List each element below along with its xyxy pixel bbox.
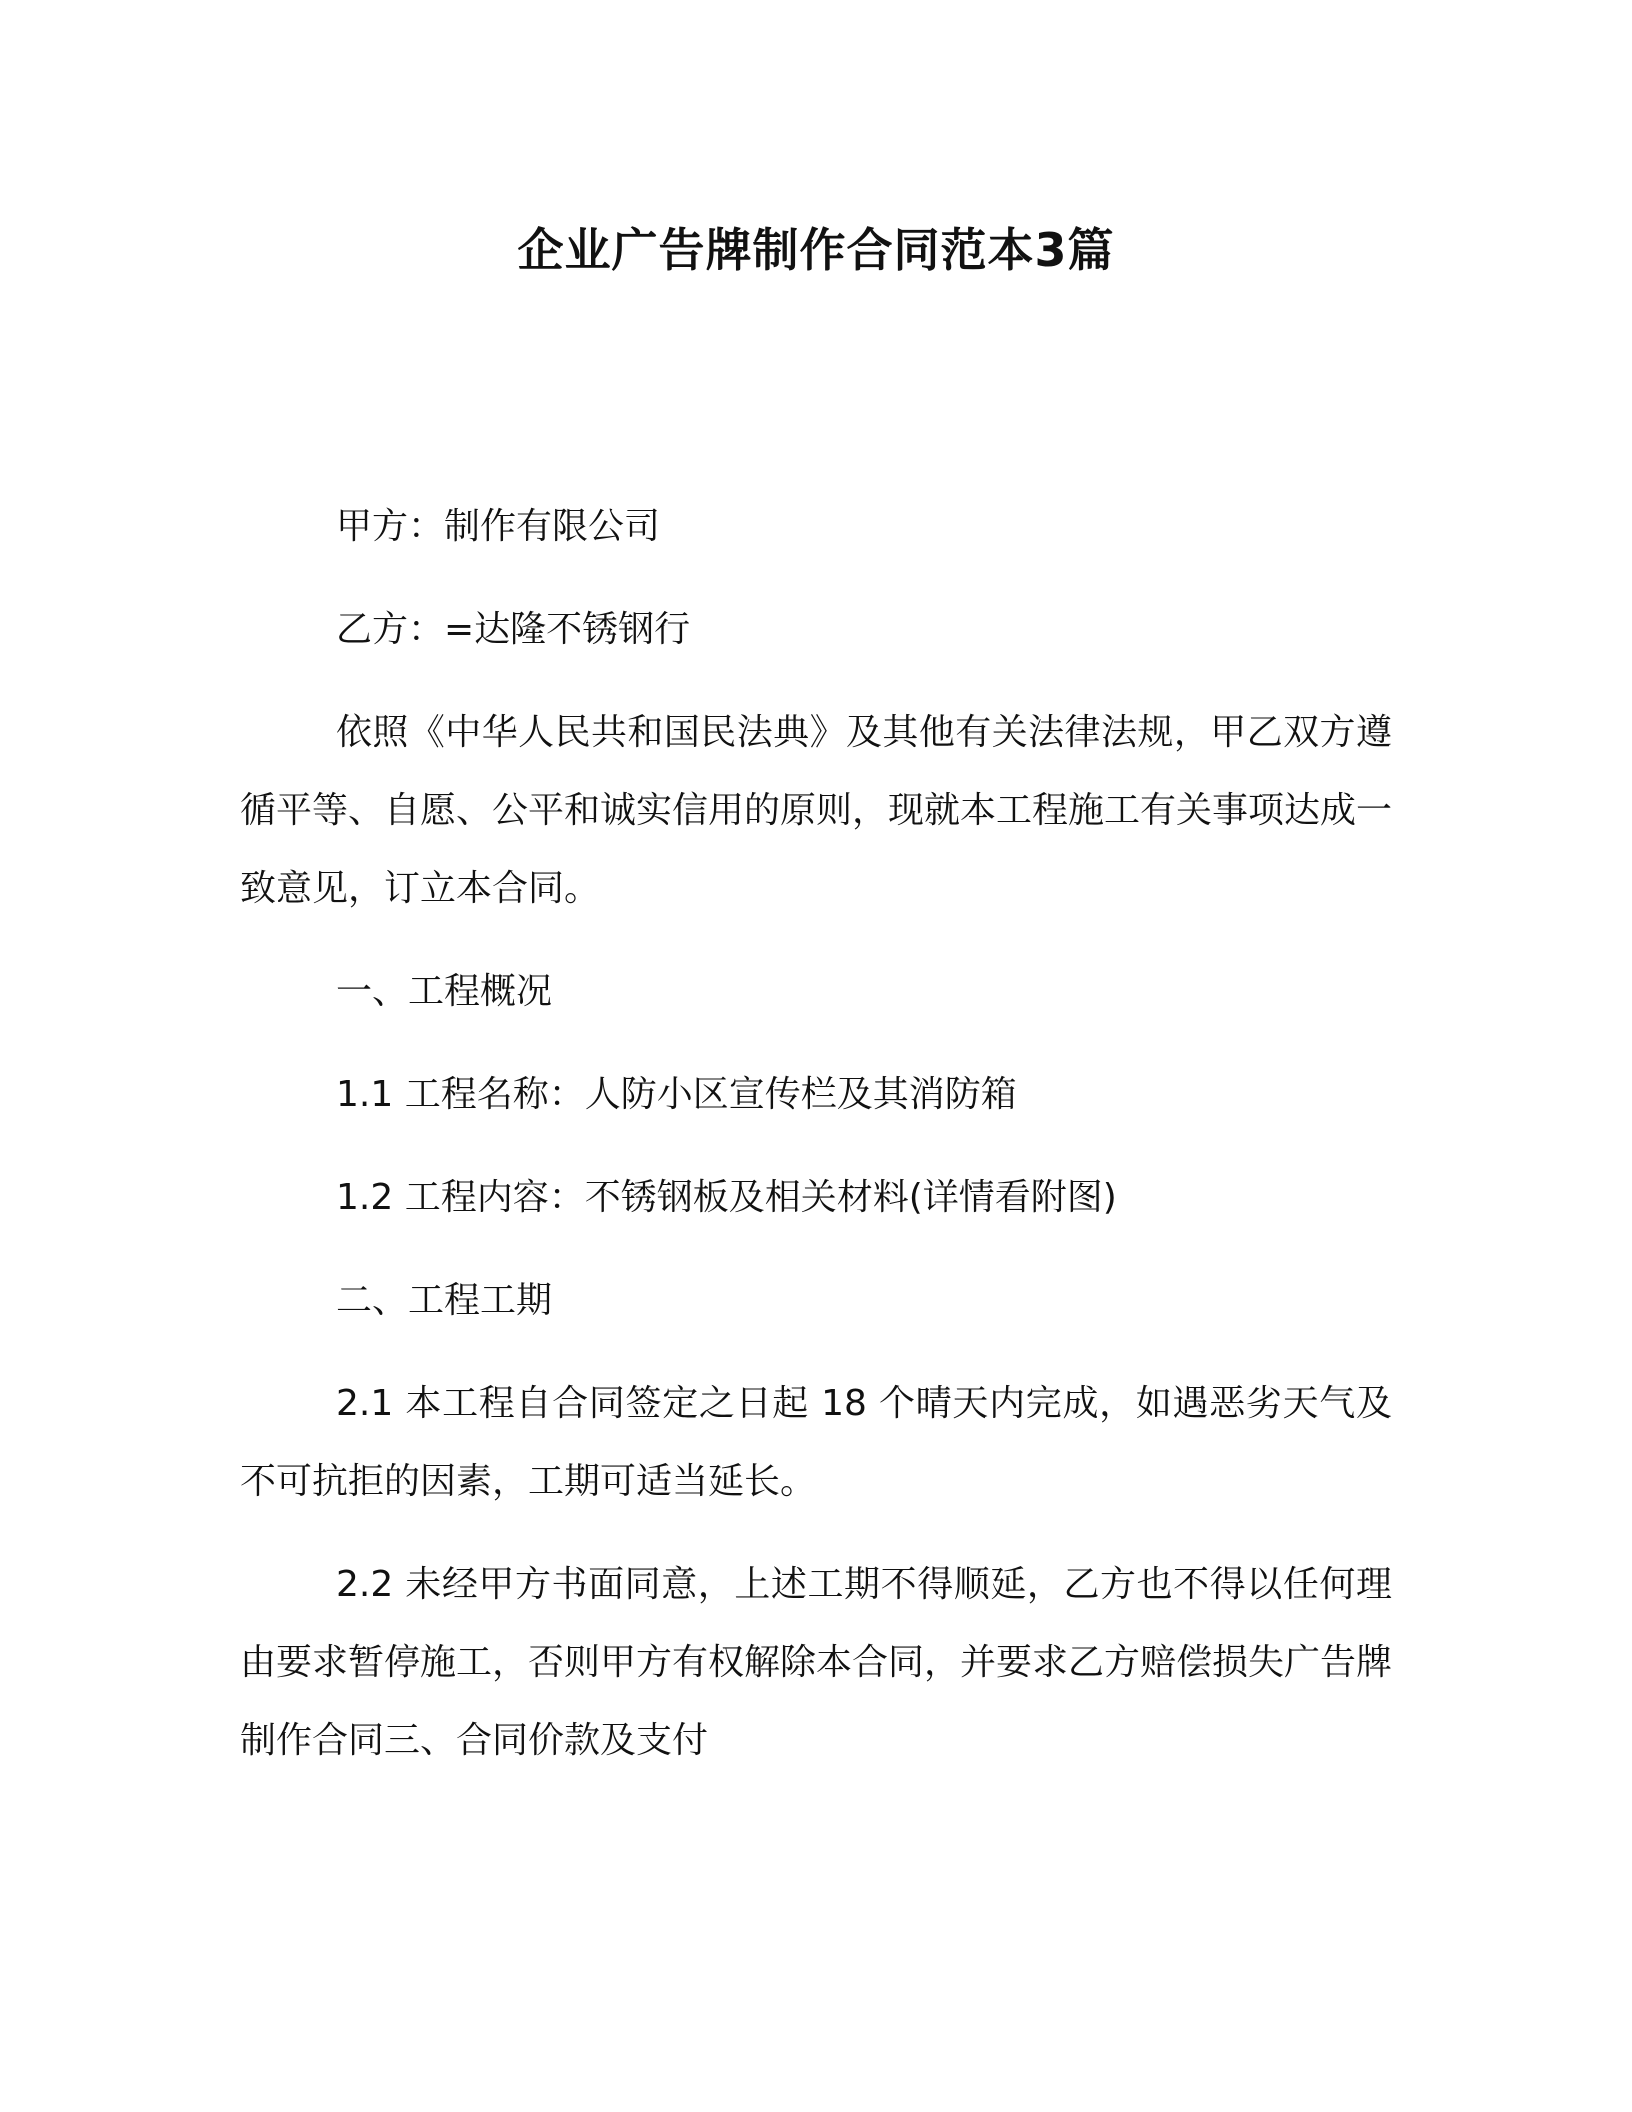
preamble-paragraph: 依照《中华人民共和国民法典》及其他有关法律法规，甲乙双方遵循平等、自愿、公平和诚实信用的原则，现就本工程施工有关事项达成一致意见，订立本合同。 [240,712,1393,909]
party-b-line: 乙方：=达隆不锈钢行 [336,609,691,650]
clause-1-1: 1.1 工程名称：人防小区宣传栏及其消防箱 [336,1074,1017,1115]
party-a-line: 甲方：制作有限公司 [336,506,661,547]
clause-2-1: 2.1 本工程自合同签定之日起 18 个晴天内完成，如遇恶劣天气及不可抗拒的因素，工期可适当延长。 [240,1383,1392,1502]
clause-2-2: 2.2 未经甲方书面同意，上述工期不得顺延，乙方也不得以任何理由要求暂停施工，否则甲方有权解除本合同，并要求乙方赔偿损失广告牌制作合同三、合同价款及支付 [240,1564,1393,1761]
section-1-heading: 一、工程概况 [336,971,553,1012]
document-body [240,488,1392,1805]
document-title: 企业广告牌制作合同范本3篇 [517,223,1115,277]
clause-1-2: 1.2 工程内容：不锈钢板及相关材料(详情看附图) [336,1177,1117,1218]
section-2-heading: 二、工程工期 [336,1280,553,1321]
